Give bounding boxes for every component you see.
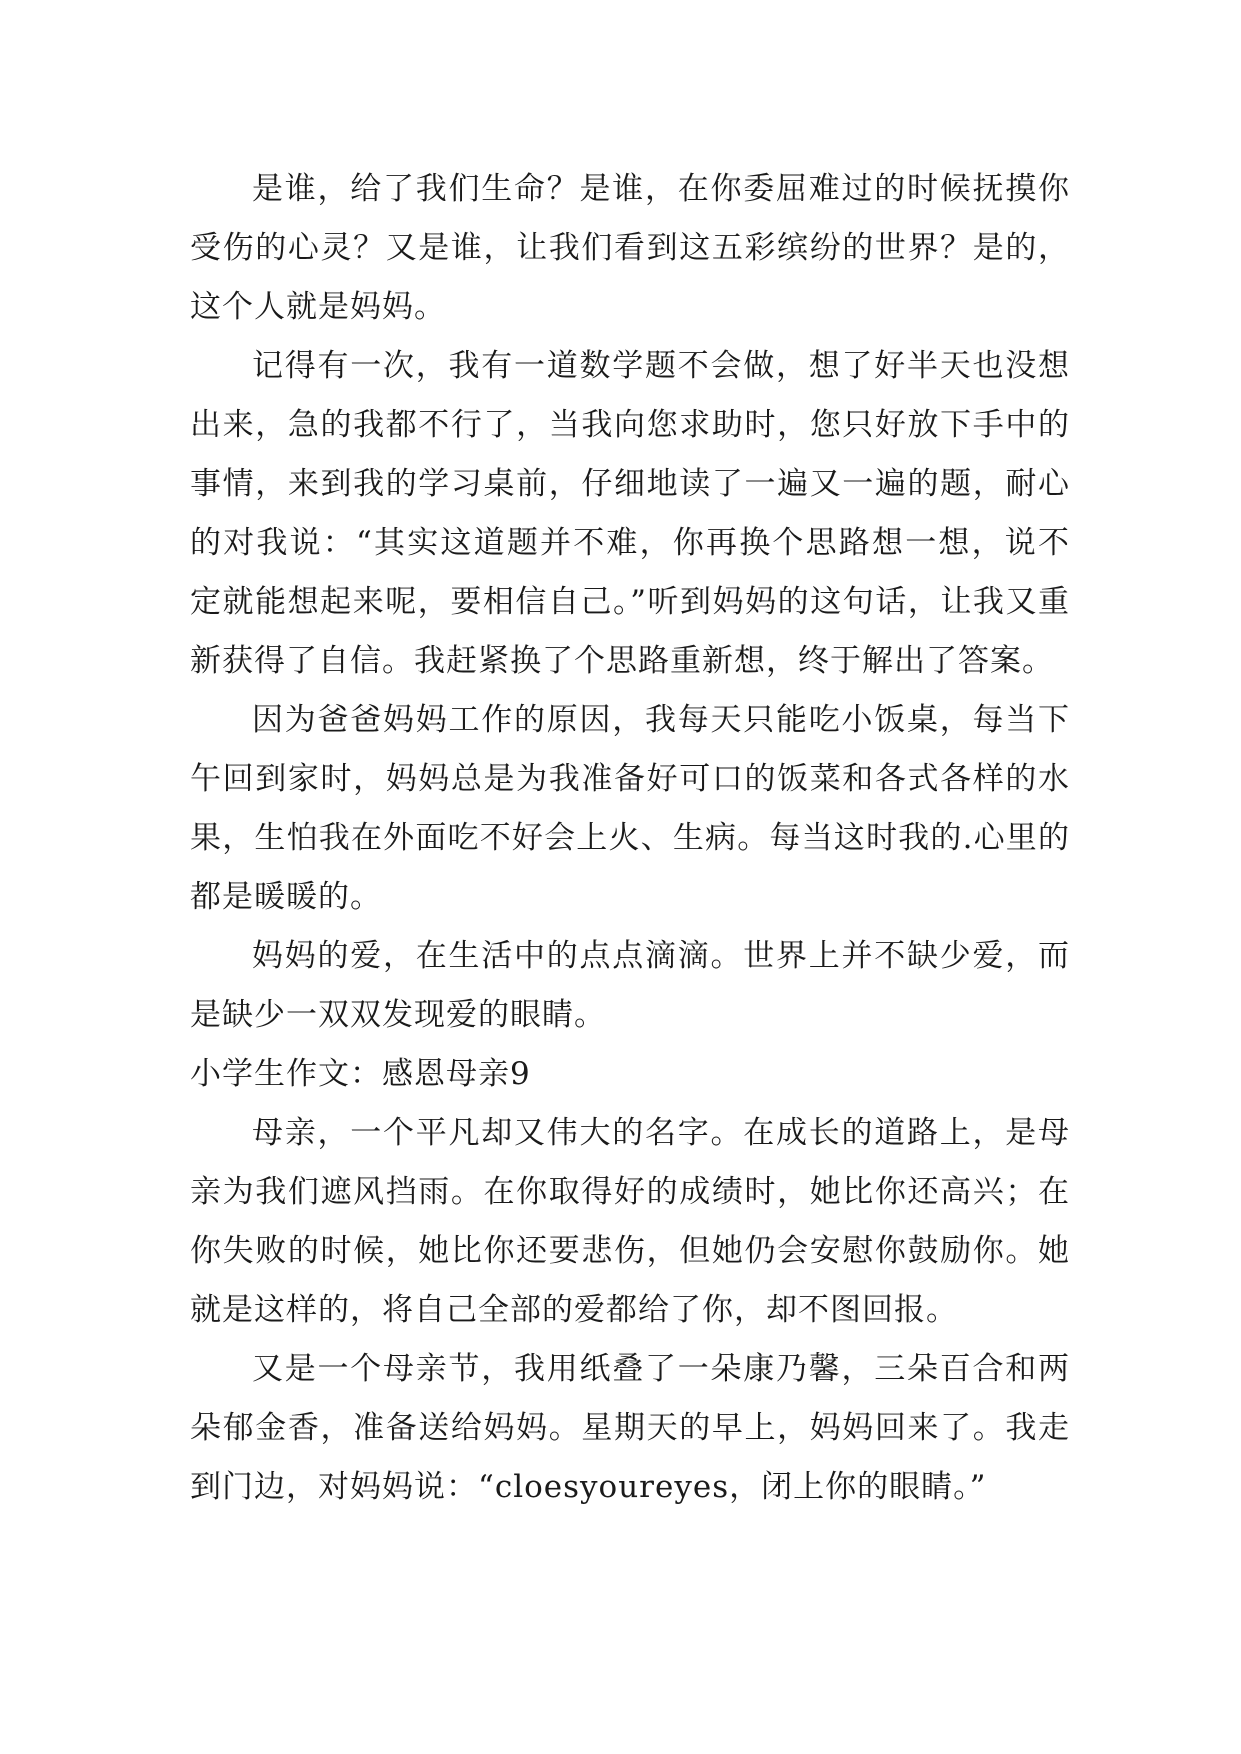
- paragraph: 是谁，给了我们生命？是谁，在你委屈难过的时候抚摸你受伤的心灵？又是谁，让我们看到这五彩缤纷的世界？是的，这个人就是妈妈。: [190, 171, 1070, 325]
- section-heading: 小学生作文：感恩母亲9: [190, 1056, 531, 1092]
- paragraph: 母亲，一个平凡却又伟大的名字。在成长的道路上，是母亲为我们遮风挡雨。在你取得好的成绩时，她比你还高兴；在你失败的时候，她比你还要悲伤，但她仍会安慰你鼓励你。她就是这样的，将自己全部的爱都给了你，却不图回报。: [190, 1115, 1070, 1328]
- paragraph: 因为爸爸妈妈工作的原因，我每天只能吃小饭桌，每当下午回到家时，妈妈总是为我准备好可口的饭菜和各式各样的水果，生怕我在外面吃不好会上火、生病。每当这时我的.心里的都是暖暖的。: [190, 702, 1070, 915]
- paragraph: 记得有一次，我有一道数学题不会做，想了好半天也没想出来，急的我都不行了，当我向您求助时，您只好放下手中的事情，来到我的学习桌前，仔细地读了一遍又一遍的题，耐心的对我说：“其实这道题并不难，你再换个思路想一想，说不定就能想起来呢，要相信自己。”听到妈妈的这句话，让我又重新获得了自信。我赶紧换了个思路重新想，终于解出了答案。: [190, 348, 1070, 679]
- document-body: [190, 160, 1070, 1517]
- paragraph: 又是一个母亲节，我用纸叠了一朵康乃馨，三朵百合和两朵郁金香，准备送给妈妈。星期天的早上，妈妈回来了。我走到门边，对妈妈说：“cloesyoureyes，闭上你的眼睛。”: [190, 1351, 1070, 1505]
- paragraph: 妈妈的爱，在生活中的点点滴滴。世界上并不缺少爱，而是缺少一双双发现爱的眼睛。: [190, 938, 1070, 1033]
